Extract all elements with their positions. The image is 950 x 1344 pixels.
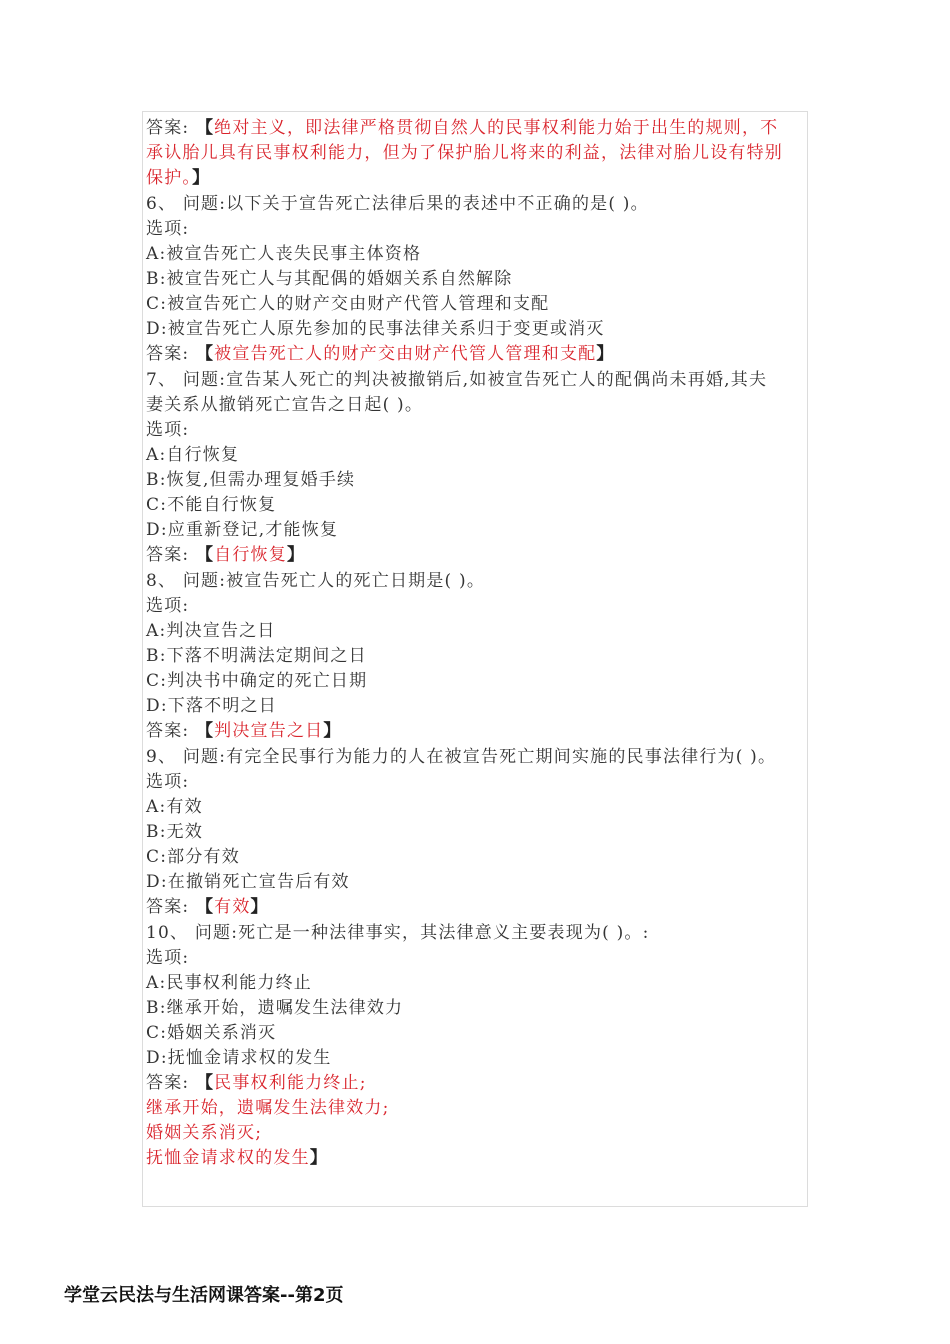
open-bracket: 【: [195, 344, 215, 364]
option-item: C:判决书中确定的死亡日期: [146, 671, 368, 691]
options-label: 选项:: [146, 772, 190, 792]
question-text: 10、 问题:死亡是一种法律事实，其法律意义主要表现为( )。:: [146, 923, 650, 943]
option-item: D:下落不明之日: [146, 696, 277, 716]
close-bracket: 】: [286, 545, 306, 565]
answer-line: [146, 1071, 807, 1096]
option-item: A:自行恢复: [146, 445, 240, 465]
option-item: B:下落不明满法定期间之日: [146, 646, 367, 666]
answer-text: 自行恢复: [214, 545, 287, 565]
option-item: D:在撤销死亡宣告后有效: [146, 872, 350, 892]
option-item: B:继承开始，遗嘱发生法律效力: [146, 998, 404, 1018]
answer-text: 继承开始，遗嘱发生法律效力;: [146, 1098, 390, 1118]
option-item: D:应重新登记,才能恢复: [146, 520, 339, 540]
option-item: C:不能自行恢复: [146, 495, 277, 515]
answer-text: 保护。: [146, 168, 193, 188]
open-bracket: 【: [195, 721, 215, 741]
question-text: 8、 问题:被宣告死亡人的死亡日期是( )。: [146, 571, 486, 591]
option-item: B:被宣告死亡人与其配偶的婚姻关系自然解除: [146, 269, 513, 289]
page-footer: 学堂云民法与生活网课答案--第2页: [64, 1285, 344, 1306]
answer-line: [146, 1146, 807, 1171]
option-item: C:被宣告死亡人的财产交由财产代管人管理和支配: [146, 294, 550, 314]
option-item: A:判决宣告之日: [146, 621, 276, 641]
open-bracket: 【: [195, 1073, 215, 1093]
option-item: D:被宣告死亡人原先参加的民事法律关系归于变更或消灭: [146, 319, 605, 339]
answer-text: 婚姻关系消灭;: [146, 1123, 263, 1143]
option-item: C:婚姻关系消灭: [146, 1023, 277, 1043]
q5-answer-line-3: [146, 166, 807, 191]
answer-text: 有效: [214, 897, 251, 917]
question-text: 妻关系从撤销死亡宣告之日起( )。: [146, 395, 424, 415]
answer-text: 民事权利能力终止;: [214, 1073, 367, 1093]
option-item: B:恢复,但需办理复婚手续: [146, 470, 356, 490]
option-item: C:部分有效: [146, 847, 240, 867]
question-text: 9、 问题:有完全民事行为能力的人在被宣告死亡期间实施的民事法律行为( )。: [146, 747, 777, 767]
open-bracket: 【: [195, 545, 215, 565]
question-text: 7、 问题:宣告某人死亡的判决被撤销后,如被宣告死亡人的配偶尚未再婚,其夫: [146, 370, 768, 390]
open-bracket: 【: [195, 118, 215, 138]
answer-text: 判决宣告之日: [214, 721, 324, 741]
answer-line: [146, 543, 807, 568]
q5-answer-line-1: [146, 116, 807, 141]
option-item: A:民事权利能力终止: [146, 973, 313, 993]
answer-label: 答案:: [146, 721, 190, 741]
option-item: A:有效: [146, 797, 203, 817]
close-bracket: 】: [192, 168, 211, 188]
answer-text: 被宣告死亡人的财产交由财产代管人管理和支配: [214, 344, 597, 364]
options-label: 选项:: [146, 948, 190, 968]
option-item: B:无效: [146, 822, 204, 842]
question-text: 6、 问题:以下关于宣告死亡法律后果的表述中不正确的是( )。: [146, 194, 649, 214]
answer-label: 答案:: [146, 545, 190, 565]
options-label: 选项:: [146, 420, 190, 440]
answer-line: [146, 719, 807, 744]
options-label: 选项:: [146, 219, 190, 239]
answer-text: 抚恤金请求权的发生: [146, 1148, 310, 1168]
answer-text: 绝对主义，即法律严格贯彻自然人的民事权利能力始于出生的规则，不: [214, 118, 779, 138]
answer-label: 答案:: [146, 897, 190, 917]
answer-line: [146, 895, 807, 920]
answer-label: 答案:: [146, 344, 190, 364]
options-label: 选项:: [146, 596, 190, 616]
close-bracket: 】: [596, 344, 615, 364]
answer-label: 答案:: [146, 1073, 190, 1093]
option-item: A:被宣告死亡人丧失民事主体资格: [146, 244, 422, 264]
q5-answer-line-2: 承认胎儿具有民事权利能力，但为了保护胎儿将来的利益，法律对胎儿设有特别: [146, 143, 783, 163]
close-bracket: 】: [250, 897, 269, 917]
close-bracket: 】: [309, 1148, 329, 1168]
close-bracket: 】: [323, 721, 342, 741]
answer-line: [146, 342, 807, 367]
answer-label: 答案:: [146, 118, 190, 138]
open-bracket: 【: [195, 897, 215, 917]
option-item: D:抚恤金请求权的发生: [146, 1048, 332, 1068]
question-content-box: [142, 111, 808, 1207]
